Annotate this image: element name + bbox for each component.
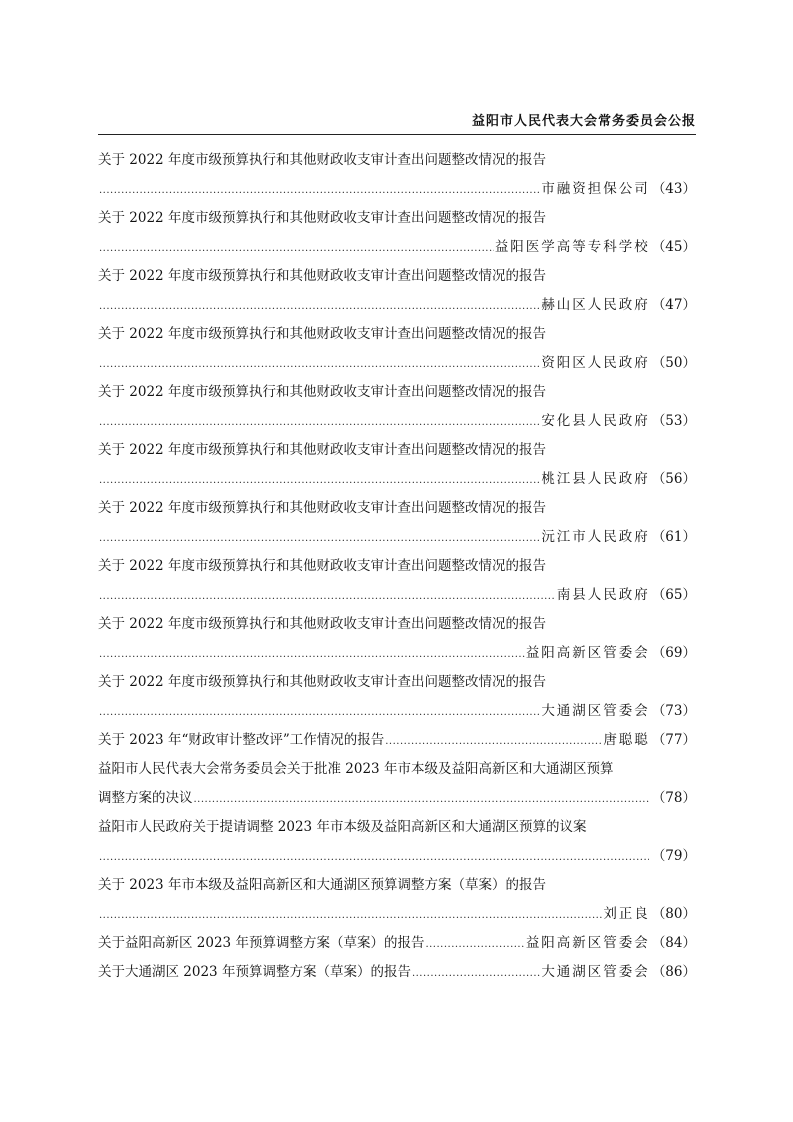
toc-entry[interactable] [98, 668, 696, 726]
entry-org: 桃江县人民政府 [541, 471, 650, 487]
leader-dots [99, 465, 540, 494]
entry-page: （77） [651, 732, 696, 748]
leader-dots [99, 639, 525, 668]
entry-title: 关于 2022 年度市级预算执行和其他财政收支审计查出问题整改情况的报告 [98, 442, 546, 458]
entry-title: 益阳市人民政府关于提请调整 2023 年市本级及益阳高新区和大通湖区预算的议案 [98, 819, 587, 835]
entry-title: 关于 2022 年度市级预算执行和其他财政收支审计查出问题整改情况的报告 [98, 152, 546, 168]
entry-title: 关于 2022 年度市级预算执行和其他财政收支审计查出问题整改情况的报告 [98, 384, 546, 400]
toc-entry[interactable] [98, 726, 696, 755]
entry-org: 益阳医学高等专科学校 [494, 239, 650, 255]
leader-dots [99, 407, 540, 436]
entry-page: （69） [651, 645, 696, 661]
entry-title: 关于大通湖区 2023 年预算调整方案（草案）的报告 [98, 964, 411, 980]
entry-page: （43） [651, 181, 696, 197]
entry-org: 大通湖区管委会 [541, 703, 650, 719]
leader-dots [412, 958, 540, 987]
entry-page: （73） [651, 703, 696, 719]
entry-title: 关于 2022 年度市级预算执行和其他财政收支审计查出问题整改情况的报告 [98, 558, 546, 574]
leader-dots [99, 523, 540, 552]
entry-org: 刘正良 [603, 906, 650, 922]
entry-title-line2: 调整方案的决议 [98, 790, 193, 806]
entry-page: （65） [651, 587, 696, 603]
entry-org: 益阳高新区管委会 [525, 935, 650, 951]
toc-entry[interactable] [98, 958, 696, 987]
entry-title: 关于 2022 年度市级预算执行和其他财政收支审计查出问题整改情况的报告 [98, 674, 546, 690]
toc-entry[interactable] [98, 552, 696, 610]
entry-page: （47） [651, 297, 696, 313]
leader-dots [99, 233, 494, 262]
toc-entry[interactable] [98, 146, 696, 204]
leader-dots [99, 697, 540, 726]
leader-dots [425, 929, 524, 958]
entry-title: 关于 2022 年度市级预算执行和其他财政收支审计查出问题整改情况的报告 [98, 616, 546, 632]
entry-org: 沅江市人民政府 [541, 529, 650, 545]
toc-entry[interactable] [98, 494, 696, 552]
leader-dots [99, 581, 556, 610]
toc-entry[interactable] [98, 610, 696, 668]
toc-entry[interactable] [98, 436, 696, 494]
entry-org: 南县人民政府 [556, 587, 650, 603]
entry-page: （56） [651, 471, 696, 487]
leader-dots [385, 726, 602, 755]
entry-page: （79） [651, 848, 696, 864]
entry-page: （53） [651, 413, 696, 429]
entry-page: （50） [651, 355, 696, 371]
toc-entry[interactable] [98, 378, 696, 436]
header-rule [98, 134, 696, 135]
entry-title: 关于 2022 年度市级预算执行和其他财政收支审计查出问题整改情况的报告 [98, 326, 546, 342]
entry-page: （80） [651, 906, 696, 922]
toc-entry[interactable] [98, 262, 696, 320]
entry-page: （78） [651, 790, 696, 806]
toc-entry[interactable] [98, 320, 696, 378]
entry-org: 资阳区人民政府 [541, 355, 650, 371]
entry-title: 关于 2023 年“财政审计整改评”工作情况的报告 [98, 732, 385, 748]
entry-page: （45） [651, 239, 696, 255]
leader-dots [194, 784, 649, 813]
entry-org: 大通湖区管委会 [541, 964, 650, 980]
entry-title-line1: 益阳市人民代表大会常务委员会关于批准 2023 年市本级及益阳高新区和大通湖区预算 [98, 761, 614, 777]
entry-title: 关于益阳高新区 2023 年预算调整方案（草案）的报告 [98, 935, 425, 951]
toc-entry[interactable] [98, 755, 696, 813]
leader-dots [99, 349, 540, 378]
entry-org: 安化县人民政府 [541, 413, 650, 429]
entry-title: 关于 2023 年市本级及益阳高新区和大通湖区预算调整方案（草案）的报告 [98, 877, 546, 893]
publication-header: 益阳市人民代表大会常务委员会公报 [471, 114, 696, 129]
entry-page: （61） [651, 529, 696, 545]
entry-org: 益阳高新区管委会 [525, 645, 650, 661]
entry-page: （86） [651, 964, 696, 980]
toc-entry[interactable] [98, 813, 696, 871]
leader-dots [99, 900, 602, 929]
entry-title: 关于 2022 年度市级预算执行和其他财政收支审计查出问题整改情况的报告 [98, 210, 546, 226]
table-of-contents [98, 146, 696, 987]
entry-page: （84） [651, 935, 696, 951]
leader-dots [99, 291, 540, 320]
leader-dots [99, 175, 540, 204]
leader-dots [99, 842, 649, 871]
toc-entry[interactable] [98, 871, 696, 929]
entry-org: 唐聪聪 [603, 732, 650, 748]
entry-org: 赫山区人民政府 [541, 297, 650, 313]
toc-entry[interactable] [98, 929, 696, 958]
entry-org: 市融资担保公司 [541, 181, 650, 197]
toc-entry[interactable] [98, 204, 696, 262]
entry-title: 关于 2022 年度市级预算执行和其他财政收支审计查出问题整改情况的报告 [98, 268, 546, 284]
entry-title: 关于 2022 年度市级预算执行和其他财政收支审计查出问题整改情况的报告 [98, 500, 546, 516]
